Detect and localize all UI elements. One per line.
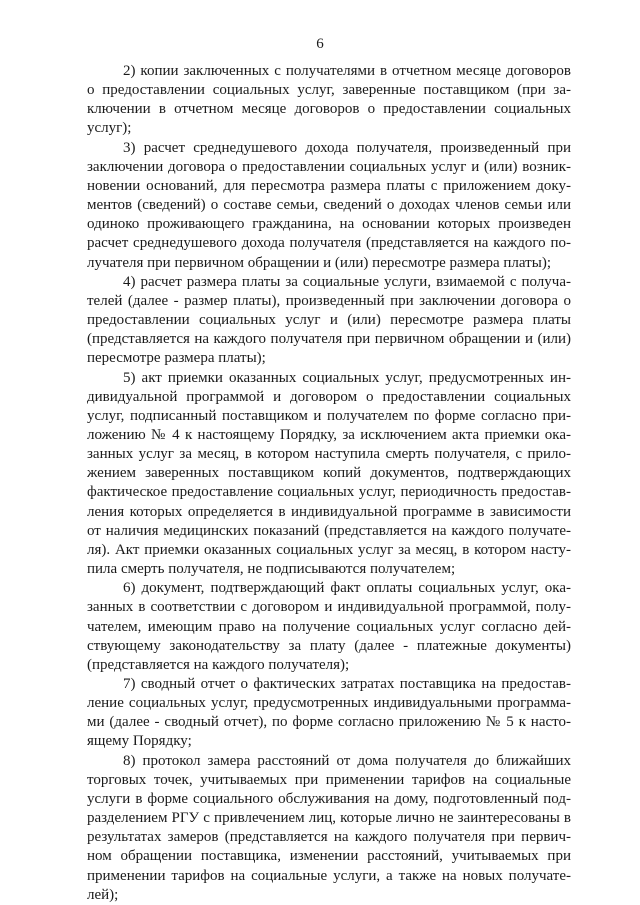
text-line: чателем, имеющим право на получение социальных услуг согласно дей- [87,618,571,635]
paragraph-item-5 [87,369,571,580]
text-line: услуг, подписанный поставщиком и получателем по форме согласно при- [87,407,571,424]
text-line: жением заверенных поставщиком копий документов, подтверждающих [87,465,571,482]
paragraph-item-6 [87,579,571,675]
text-line: 4) расчет размера платы за социальные услуги, взимаемой с получа- [123,273,571,290]
text-line: применении тарифов на социальные услуги, а также на новых получате- [87,867,571,884]
text-line: пересмотре размера платы); [87,350,266,367]
text-line: (представляется на каждого получателя при первичном обращении и (или) [87,331,571,348]
text-line: заключении договора о предоставлении социальных услуг и (или) возник- [87,158,571,175]
text-line: дивидуальной программой и договором о предоставлении социальных [87,388,571,405]
text-line: 6) документ, подтверждающий факт оплаты социальных услуг, ока- [123,580,571,597]
text-line: услуг); [87,120,132,137]
text-line: о предоставлении социальных услуг, заверенные поставщиком (при за- [87,82,571,99]
text-line: ном обращении поставщика, изменении расстояний, учитываемых при [87,848,571,865]
text-line: занных в соответствии с договором и индивидуальной программой, полу- [87,599,571,616]
text-line: ление социальных услуг, предусмотренных индивидуальными программа- [87,695,571,712]
text-line: разделением РГУ с привлечением лиц, которые лично не заинтересованы в [87,810,571,827]
text-line: лучателя при первичном обращении и (или) пересмотре размера платы); [87,254,551,271]
paragraph-item-7 [87,675,571,752]
text-line: ля). Акт приемки оказанных социальных услуг за месяц, в котором насту- [87,541,571,558]
text-line: ящему Порядку; [87,733,192,750]
text-line: 8) протокол замера расстояний от дома получателя до ближайших [123,752,571,769]
text-line: результатах замеров (представляется на каждого получателя при первич- [87,829,571,846]
text-line: торговых точек, учитываемых при применении тарифов на социальные [87,771,571,788]
text-line: одиноко проживающего гражданина, на основании которых произведен [87,216,571,233]
text-line: (представляется на каждого получателя); [87,656,350,673]
text-line: расчет среднедушевого дохода получателя (представляется на каждого по- [87,235,571,252]
text-line: предоставлении социальных услуг и (или) пересмотре размера платы [87,312,571,329]
text-line: новении оснований, для пересмотра размера платы с приложением доку- [87,177,571,194]
text-line: телей (далее - размер платы), произведенный при заключении договора о [87,292,571,309]
paragraph-item-2 [87,62,571,139]
text-line: 5) акт приемки оказанных социальных услуг, предусмотренных ин- [123,369,571,386]
text-line: ми (далее - сводный отчет), по форме согласно приложению № 5 к насто- [87,714,571,731]
document-body [87,62,571,905]
text-line: ложению № 4 к настоящему Порядку, за исключением акта приемки ока- [87,426,571,443]
text-line: ключении в отчетном месяце договоров о предоставлении социальных [87,101,571,118]
text-line: услуги в форме социального обслуживания на дому, подготовленный под- [87,790,571,807]
paragraph-item-4 [87,273,571,369]
page-number: 6 [316,36,324,52]
text-line: ментов (сведений) о составе семьи, сведений о доходах членов семьи или [87,197,571,214]
text-line: 7) сводный отчет о фактических затратах поставщика на предостав- [123,676,571,692]
text-line: от наличия медицинских показаний (представляется на каждого получате- [87,522,571,539]
text-line: занных услуг за месяц, в котором наступила смерть получателя, с прило- [87,446,571,463]
text-line: лей); [87,886,119,903]
text-line: ствующему законодательству за плату (далее - платежные документы) [87,637,571,654]
text-line: фактическое предоставление социальных услуг, периодичность предостав- [87,484,571,501]
paragraph-item-8 [87,752,571,905]
text-line: пила смерть получателя, не подписываются получателем; [87,561,456,578]
text-line: ления которых определяется в индивидуальной программе в зависимости [87,503,571,520]
text-line: 3) расчет среднедушевого дохода получателя, произведенный при [123,139,571,156]
paragraph-item-3 [87,139,571,273]
text-line: 2) копии заключенных с получателями в отчетном месяце договоров [123,63,571,79]
